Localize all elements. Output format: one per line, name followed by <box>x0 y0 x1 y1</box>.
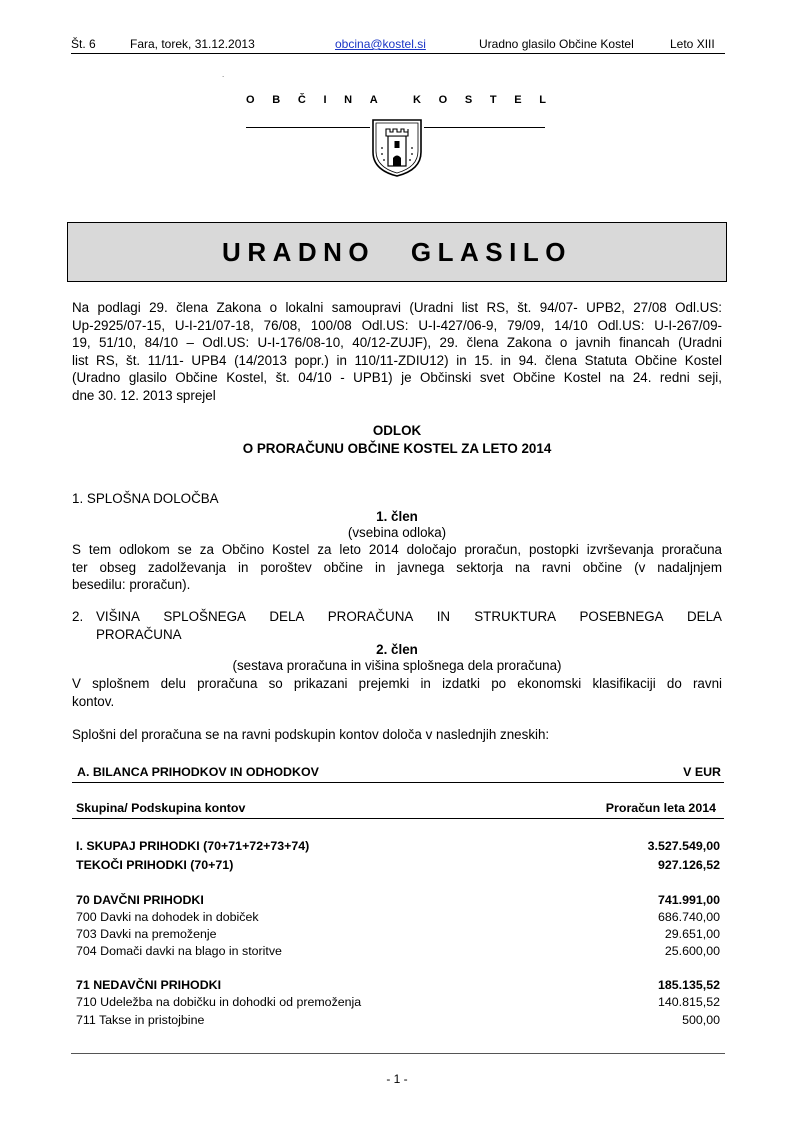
row-label: 700 Davki na dohodek in dobiček <box>76 910 259 924</box>
table-row <box>76 926 720 943</box>
row-label: TEKOČI PRIHODKI (70+71) <box>76 858 234 872</box>
table-row <box>76 994 720 1011</box>
table-row <box>76 943 720 960</box>
row-value: 140.815,52 <box>657 995 720 1009</box>
preamble-line: list RS, št. 11/11- UPB4 (14/2013 popr.) in 110/11-ZDIU12) in 15. in 94. člena Statuta Občine Kostel <box>72 352 722 368</box>
row-value: 185.135,52 <box>657 978 720 992</box>
gazette-banner <box>67 222 727 282</box>
row-label: 70 DAVČNI PRIHODKI <box>76 893 204 907</box>
preamble-line: Na podlagi 29. člena Zakona o lokalni samoupravi (Uradni list RS, št. 94/07- UPB2, 27/08 Odl.US: <box>72 300 722 315</box>
preamble-paragraph <box>72 299 722 405</box>
preamble-line: 19, 51/10, 84/10 – Odl.US: U-I-176/08-10, 40/12-ZUJF), 29. člena Zakona o javnih financah (Uradni <box>72 335 722 351</box>
masthead-rule-left <box>246 127 370 128</box>
table-header-rule <box>72 818 724 819</box>
masthead-letter: K <box>413 94 421 106</box>
table-row <box>76 909 720 926</box>
table-row <box>76 977 720 994</box>
issue-number: Št. 6 <box>71 37 96 51</box>
coat-of-arms-icon <box>371 118 423 178</box>
table-row <box>76 1012 720 1029</box>
row-value: 29.651,00 <box>664 927 720 941</box>
table-header <box>76 800 716 817</box>
municipality-name <box>246 94 546 106</box>
preamble-line: (Uradno glasilo Občine Kostel, št. 04/10 - UPB1) je Občinski svet Občine Kostel na 24. redni seji, <box>72 370 722 386</box>
masthead-letter: O <box>246 94 255 106</box>
masthead-letter: Č <box>297 94 306 106</box>
row-label: 71 NEDAVČNI PRIHODKI <box>76 978 222 992</box>
row-value: 686.740,00 <box>657 910 720 924</box>
decree-subtitle: O PRORAČUNU OBČINE KOSTEL ZA LETO 2014 <box>242 441 552 456</box>
article-1-line: S tem odlokom se za Občino Kostel za leto 2014 določajo proračun, postopki izvrševanja proračuna <box>72 542 722 557</box>
article-2-text <box>72 675 722 710</box>
table-section-label: A. BILANCA PRIHODKOV IN ODHODKOV <box>77 765 319 779</box>
table-currency: V EUR <box>683 765 721 779</box>
email-link[interactable]: obcina@kostel.si <box>335 37 426 51</box>
table-row <box>76 892 720 909</box>
article-1-number: 1. člen <box>376 509 418 524</box>
column-header-group: Skupina/ Podskupina kontov <box>76 801 246 815</box>
column-header-budget: Proračun leta 2014 <box>605 801 716 815</box>
masthead-letter: A <box>369 94 378 106</box>
row-value: 3.527.549,00 <box>647 839 720 853</box>
row-label: 711 Takse in pristojbine <box>76 1013 205 1027</box>
masthead-letter: T <box>489 94 497 106</box>
masthead-letter: O <box>438 94 448 106</box>
preamble-line: dne 30. 12. 2013 sprejel <box>72 387 216 403</box>
masthead-rule-right <box>424 127 545 128</box>
section-2-heading-line: PRORAČUNA <box>96 626 182 642</box>
article-1-line: besedilu: proračun). <box>72 577 191 593</box>
footer-divider <box>71 1053 725 1054</box>
masthead-letter: N <box>344 94 353 106</box>
section-2-number: 2. <box>72 609 84 624</box>
preamble-line: Up-2925/07-15, U-I-21/07-18, 76/08, 100/08 Odl.US: U-I-427/06-9, 79/09, 14/10 Odl.US: U-I-267/09- <box>72 317 722 333</box>
row-value: 25.600,00 <box>664 944 720 958</box>
table-rule <box>72 782 724 783</box>
row-label: 703 Davki na premoženje <box>76 927 217 941</box>
row-value: 927.126,52 <box>657 858 720 872</box>
table-section-title <box>77 764 721 781</box>
article-1-title: (vsebina odloka) <box>347 525 447 540</box>
article-2-number: 2. člen <box>376 642 418 657</box>
row-label: 704 Domači davki na blago in storitve <box>76 944 282 958</box>
decorative-dot: . <box>222 70 225 79</box>
article-2-intro: Splošni del proračuna se na ravni podskupin kontov določa v naslednjih zneskih: <box>72 727 550 742</box>
article-2-title: (sestava proračuna in višina splošnega dela proračuna) <box>232 658 562 673</box>
header-divider <box>71 53 725 54</box>
masthead-letter: B <box>272 94 281 106</box>
masthead-letter: L <box>539 94 546 106</box>
masthead-letter: S <box>464 94 473 106</box>
banner-title: URADNO GLASILO <box>222 236 572 267</box>
table-row <box>76 857 720 874</box>
row-label: I. SKUPAJ PRIHODKI (70+71+72+73+74) <box>76 839 310 853</box>
row-label: 710 Udeležba na dobičku in dohodki od premoženja <box>76 995 362 1009</box>
masthead-letter: E <box>514 94 522 106</box>
volume-label: Leto XIII <box>670 37 715 51</box>
page-number: - 1 - <box>386 1072 408 1086</box>
table-row <box>76 838 720 855</box>
article-1-line: ter obseg zadolževanja in poroštev občine in javnega sektorja na ravni občine (v nadaljnjem <box>72 559 722 575</box>
section-2-heading-line: VIŠINA SPLOŠNEGA DELA PRORAČUNA IN STRUKTURA POSEBNEGA DELA <box>96 609 722 624</box>
article-2-line: V splošnem delu proračuna so prikazani prejemki in izdatki po ekonomski klasifikaciji do ravni <box>72 676 722 691</box>
article-1-text <box>72 541 722 594</box>
article-2-line: kontov. <box>72 693 115 709</box>
publication-name: Uradno glasilo Občine Kostel <box>479 37 634 51</box>
row-value: 500,00 <box>682 1013 720 1027</box>
masthead-letter: I <box>323 94 327 106</box>
section-1-heading: 1. SPLOŠNA DOLOČBA <box>72 491 219 506</box>
issue-date: Fara, torek, 31.12.2013 <box>130 37 255 51</box>
row-value: 741.991,00 <box>657 893 720 907</box>
section-2-heading <box>96 608 722 643</box>
decree-title: ODLOK <box>372 423 422 438</box>
